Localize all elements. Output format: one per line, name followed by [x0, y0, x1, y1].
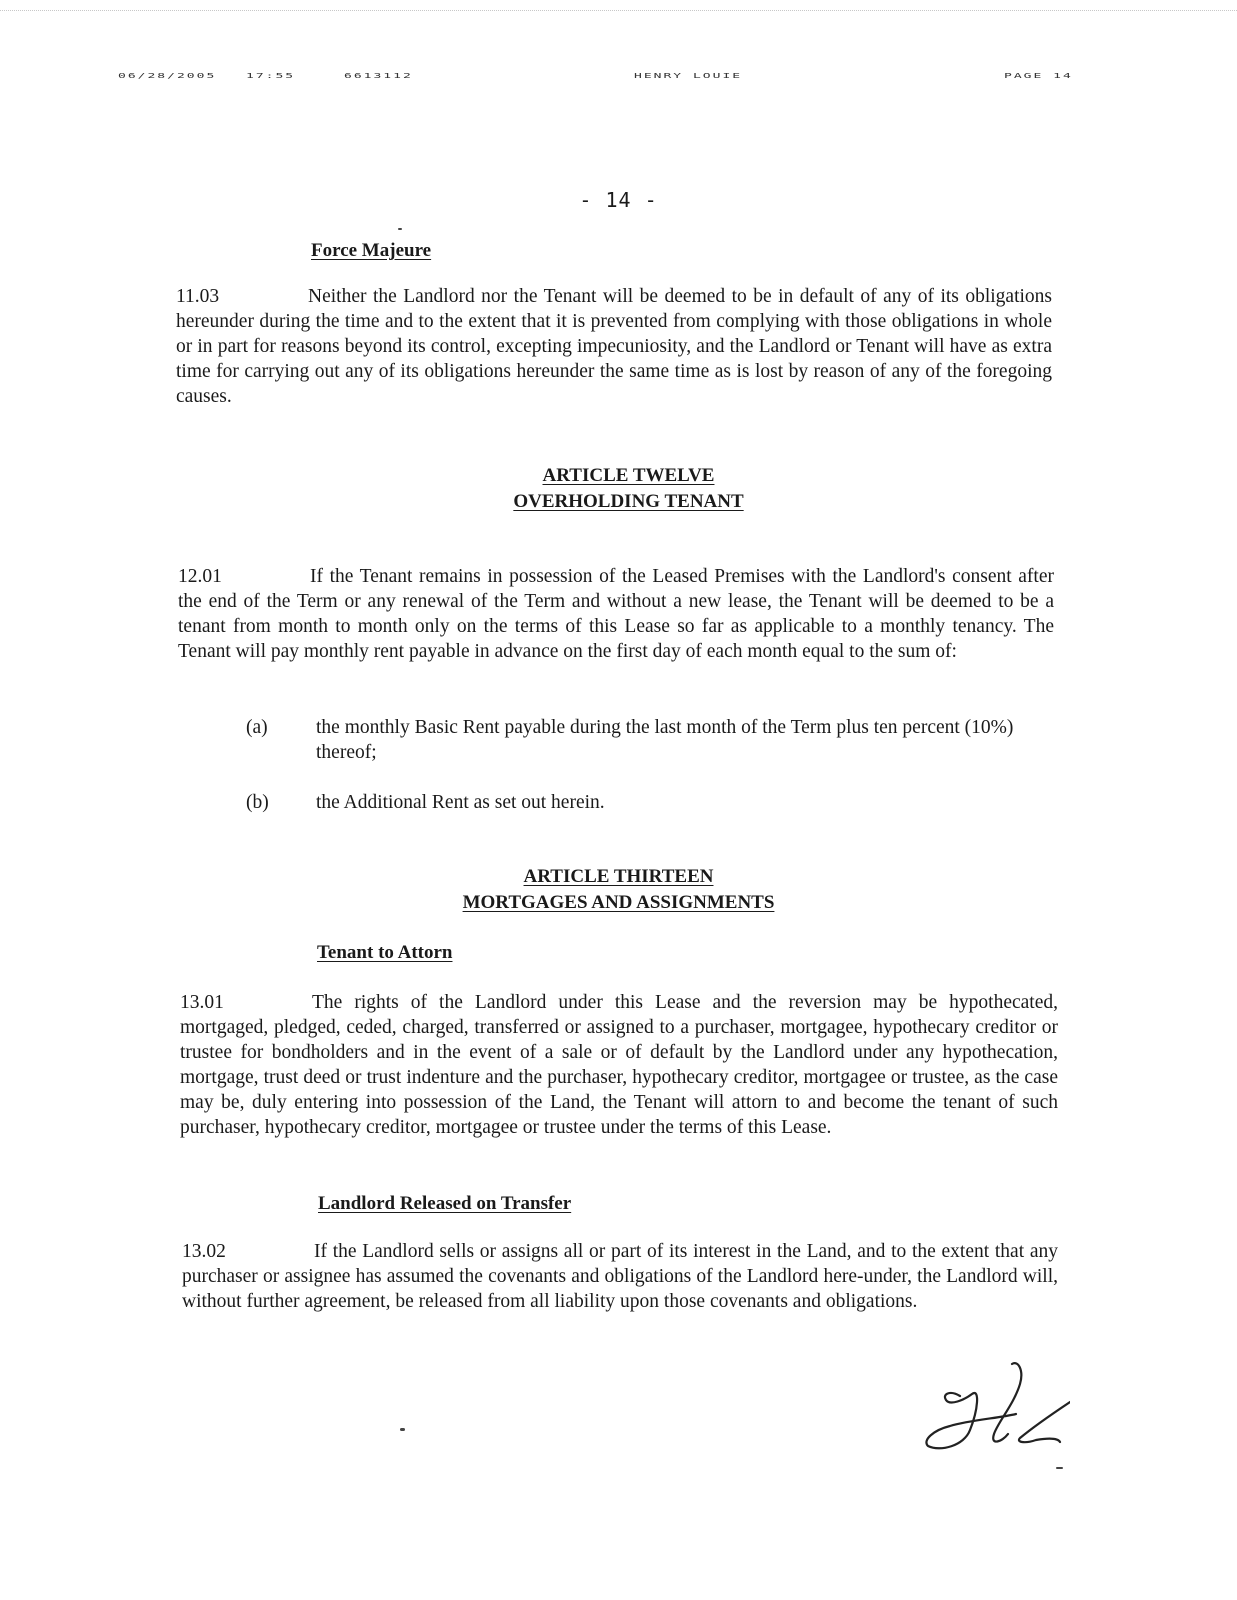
clause-text: The rights of the Landlord under this Lease and the reversion may be hypothecated, mortgaged, pledged, ceded, charged, transferred or assigned to a purchaser, mortgagee, hypothecary creditor or trustee for bondholders and in the event of a sale or of default by the Landlord under any hypothecation, mortgage, trust deed or trust indenture and the purchaser, hypothecary creditor, mortgagee or trustee, as the case may be, duly entering into possession of the Land, the Tenant will attorn to and become the tenant of such purchaser, hypothecary creditor, mortgagee or trustee under the terms of this Lease.: [180, 992, 1058, 1138]
item-text: the Additional Rent as set out herein.: [316, 792, 605, 813]
fax-number: 6613112: [344, 72, 413, 81]
clause-12-01: [178, 564, 1054, 664]
list-item: [246, 790, 1061, 815]
item-text: the monthly Basic Rent payable during the last month of the Term plus ten percent (10%) thereof;: [316, 717, 1014, 763]
item-label: (b): [246, 792, 269, 813]
article-title: ARTICLE TWELVE: [542, 465, 715, 486]
clause-11-03: [176, 284, 1052, 409]
article-subtitle: OVERHOLDING TENANT: [513, 491, 744, 512]
clause-13-02: [182, 1239, 1058, 1314]
scan-speck: [400, 1428, 405, 1431]
list-item: [246, 715, 1061, 765]
fax-time: 17:55: [246, 72, 296, 81]
tenant-to-attorn-heading: Tenant to Attorn: [317, 942, 453, 963]
fax-sender-name: HENRY LOUIE: [634, 72, 743, 81]
scan-speck: [1056, 1467, 1063, 1469]
clause-13-01: [180, 990, 1058, 1140]
page-number: - 14 -: [579, 188, 658, 212]
article-thirteen-heading: [0, 864, 1237, 916]
clause-text: If the Tenant remains in possession of the Leased Premises with the Landlord's consent after the end of the Term or any renewal of the Term and without a new lease, the Tenant will be deemed to be a tenant from month to month only on the terms of this Lease so far as applicable to a monthly tenancy. The Tenant will pay monthly rent payable in advance on the first day of each month equal to the sum of:: [178, 566, 1054, 662]
article-title: ARTICLE THIRTEEN: [523, 866, 714, 887]
force-majeure-heading: Force Majeure: [311, 240, 432, 261]
scan-speck: [398, 228, 402, 230]
clause-number: 12.01: [178, 566, 222, 587]
fax-page: PAGE 14: [1004, 72, 1073, 81]
clause-number: 13.02: [182, 1241, 226, 1262]
fax-date: 06/28/2005: [118, 72, 217, 81]
clause-text: Neither the Landlord nor the Tenant will be deemed to be in default of any of its obligations hereunder during the time and to the extent that it is prevented from complying with those obligations in whole or in part for reasons beyond its control, excepting impecuniosity, and the Landlord or Tenant will have as extra time for carrying out any of its obligations hereunder the same time as is lost by reason of any of the foregoing causes.: [176, 286, 1052, 407]
scan-edge: [0, 0, 1237, 11]
landlord-released-heading: Landlord Released on Transfer: [318, 1193, 572, 1214]
article-subtitle: MORTGAGES AND ASSIGNMENTS: [462, 892, 775, 913]
clause-number: 11.03: [176, 286, 220, 307]
clause-text: If the Landlord sells or assigns all or part of its interest in the Land, and to the extent that any purchaser or assignee has assumed the covenants and obligations of the Landlord here-under, the Landlord will, without further agreement, be released from all liability upon those covenants and obligations.: [182, 1241, 1058, 1312]
article-twelve-heading: [10, 463, 1237, 515]
handwritten-initials: [920, 1360, 1070, 1470]
item-label: (a): [246, 717, 268, 738]
clause-number: 13.01: [180, 992, 224, 1013]
